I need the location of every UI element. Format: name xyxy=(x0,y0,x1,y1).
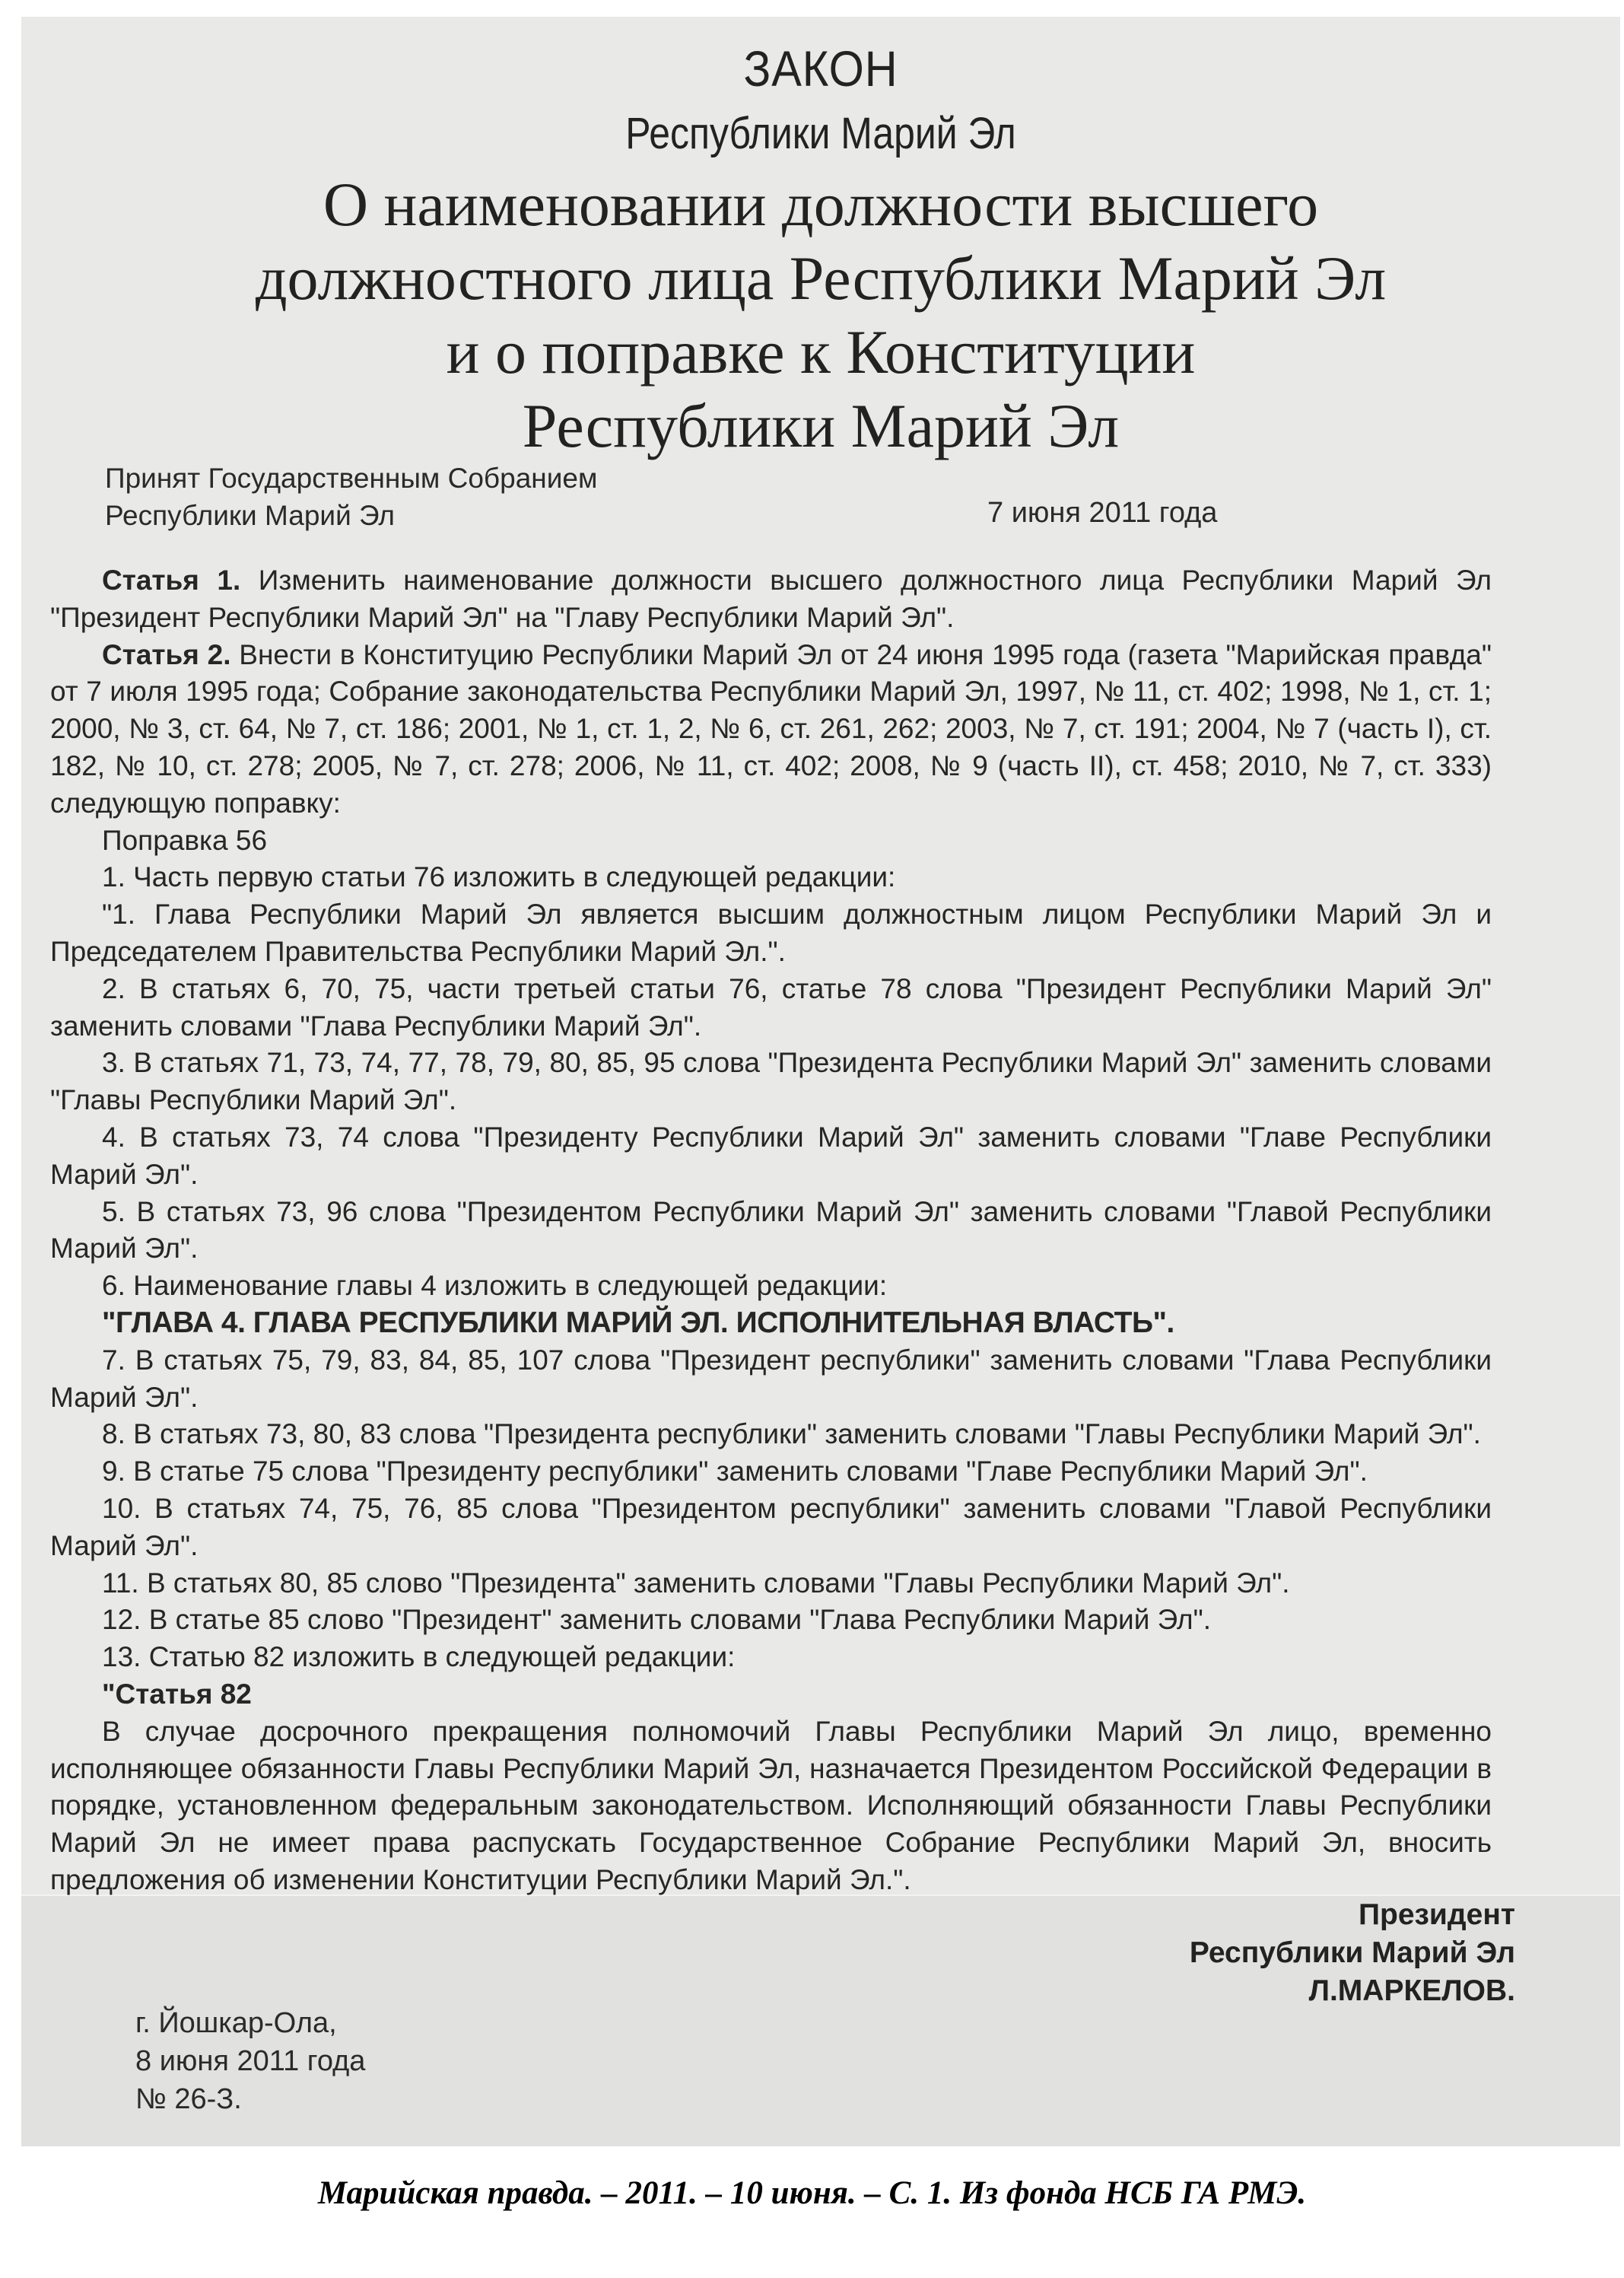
amendment-item: 1. Часть первую статьи 76 изложить в следующей редакции: xyxy=(102,861,896,893)
signature-block xyxy=(1190,1896,1515,2010)
article-82-text: В случае досрочного прекращения полномочий Главы Республики Марий Эл лицо, временно исполняющее обязанности Главы Республики Марий Эл, назначается Президентом Российской Федерации в порядке, установленном федеральным законодательством. Исполняющий обязанности Главы Республики Марий Эл не имеет права распускать Государственное Собрание Республики Марий Эл, вносить предложения об изменении Конституции Республики Марий Эл.". xyxy=(50,1715,1492,1895)
amendment-item: 5. В статьях 73, 96 слова "Президентом Республики Марий Эл" заменить словами "Главой Республики Марий Эл". xyxy=(50,1195,1492,1265)
place-date-block xyxy=(135,2004,365,2118)
article-label: Статья 1. xyxy=(102,565,241,596)
law-title-line: Республики Марий Эл xyxy=(522,391,1120,460)
law-republic: Республики Марий Эл xyxy=(625,109,1016,158)
amendment-item: 2. В статьях 6, 70, 75, части третьей статьи 76, статье 78 слова "Президент Республики Марий Эл" заменить словами "Глава Республики Марий Эл". xyxy=(50,972,1492,1042)
amendment-item: 9. В статье 75 слова "Президенту республики" заменить словами "Главе Республики Марий Эл". xyxy=(102,1456,1368,1487)
amendment-item: 7. В статьях 75, 79, 83, 84, 85, 107 слова "Президент республики" заменить словами "Глава Республики Марий Эл". xyxy=(50,1344,1492,1413)
adoption-date: 7 июня 2011 года xyxy=(987,497,1218,529)
article-text: Внести в Конституцию Республики Марий Эл от 24 июня 1995 года (газета "Марийская правда" от 7 июля 1995 года; Собрание законодательства Республики Марий Эл, 1997, № 11, ст. 402; 1998, № 1, ст. 1; 2000, № 3, ст. 64, № 7, ст. 186; 2001, № 1, ст. 1, 2, № 6, ст. 261, 262; 2003, № 7, ст. 191; 2004, № 7 (часть I), ст. 182, № 10, ст. 278; 2005, № 7, ст. 278; 2006, № 11, ст. 402; 2008, № 9 (часть II), ст. 458; 2010, № 7, ст. 333) следующую поправку: xyxy=(50,638,1492,819)
adoption-line: Принят Государственным Собранием xyxy=(105,463,598,494)
law-body xyxy=(50,562,1492,1899)
law-title xyxy=(21,167,1620,463)
signature-republic: Республики Марий Эл xyxy=(1189,1936,1515,1969)
chapter-heading: "ГЛАВА 4. ГЛАВА РЕСПУБЛИКИ МАРИЙ ЭЛ. ИСПОЛНИТЕЛЬНАЯ ВЛАСТЬ". xyxy=(102,1306,1174,1339)
article-82-heading: "Статья 82 xyxy=(102,1678,252,1710)
place-city: г. Йошкар-Ола, xyxy=(135,2007,337,2039)
amendment-title: Поправка 56 xyxy=(102,824,268,856)
scanned-document xyxy=(21,17,1620,2145)
law-title-line: и о поправке к Конституции xyxy=(446,317,1196,387)
signature-title: Президент xyxy=(1358,1898,1515,1931)
place-date: 8 июня 2011 года xyxy=(135,2045,366,2077)
amendment-item: 8. В статьях 73, 80, 83 слова "Президента республики" заменить словами "Главы Республики Марий Эл". xyxy=(102,1418,1481,1450)
law-title-line: должностного лица Республики Марий Эл xyxy=(255,243,1387,313)
source-caption: Марийская правда. – 2011. – 10 июня. – С. 1. Из фонда НСБ ГА РМЭ. xyxy=(317,2175,1307,2211)
amendment-item: 11. В статьях 80, 85 слово "Президента" заменить словами "Главы Республики Марий Эл". xyxy=(102,1567,1290,1599)
article-text: Изменить наименование должности высшего должностного лица Республики Марий Эл "Президент Республики Марий Эл" на "Главу Республики Марий Эл". xyxy=(50,565,1492,633)
signature-name: Л.МАРКЕЛОВ. xyxy=(1308,1974,1515,2007)
adoption-line: Республики Марий Эл xyxy=(105,500,395,531)
amendment-item: 3. В статьях 71, 73, 74, 77, 78, 79, 80, 85, 95 слова "Президента Республики Марий Эл" заменить словами "Главы Республики Марий Эл". xyxy=(50,1047,1492,1116)
article-2 xyxy=(50,637,1492,822)
amendment-item: 10. В статьях 74, 75, 76, 85 слова "Президентом республики" заменить словами "Главой Республики Марий Эл". xyxy=(50,1492,1492,1561)
article-1 xyxy=(50,562,1492,637)
law-label: ЗАКОН xyxy=(743,40,898,97)
amendment-item: 6. Наименование главы 4 изложить в следующей редакции: xyxy=(102,1270,888,1302)
adoption-note xyxy=(105,460,597,534)
amendment-item: 13. Статью 82 изложить в следующей редакции: xyxy=(102,1641,736,1673)
amendment-item: 12. В статье 85 слово "Президент" заменить словами "Глава Республики Марий Эл". xyxy=(102,1604,1212,1636)
amendment-item: 4. В статьях 73, 74 слова "Президенту Республики Марий Эл" заменить словами "Главе Республики Марий Эл". xyxy=(50,1121,1492,1190)
law-title-line: О наименовании должности высшего xyxy=(323,170,1319,239)
amendment-quote: "1. Глава Республики Марий Эл является высшим должностным лицом Республики Марий Эл и Председателем Правительства Республики Марий Эл.". xyxy=(50,899,1492,967)
article-label: Статья 2. xyxy=(102,638,231,670)
law-number: № 26-З. xyxy=(135,2083,242,2115)
